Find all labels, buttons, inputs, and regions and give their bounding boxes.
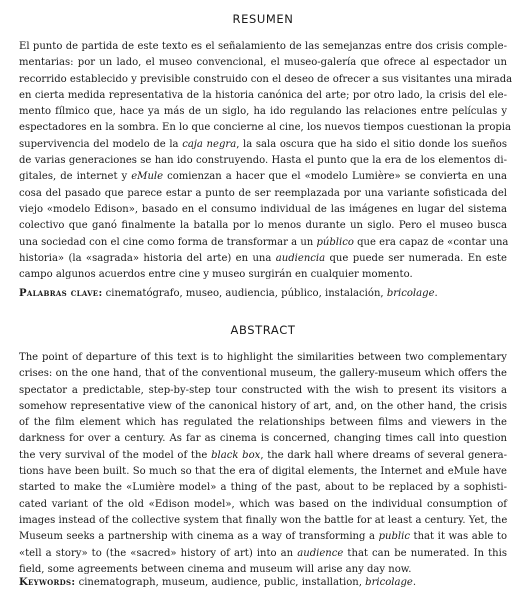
resumen-line: en cierta medida representativa de la historia canónica del arte; por otro lado, la crisis del ele- <box>19 89 507 101</box>
keywords-text: cinematograph, museum, audience, public, installation, <box>75 577 366 588</box>
resumen-line: supervivencia del modelo de la caja negra, la sala oscura que ha sido el sitio donde los sueños <box>19 138 507 150</box>
resumen-line: recorrido establecido y previsible construido con el deseo de ofrecer a sus visitantes una mirada <box>19 73 513 85</box>
abstract-line: of the film element which has regulated the relationships between films and viewers in the <box>19 417 507 429</box>
abstract-line: images instead of the collective system that finally won the battle for at least a century. Yet, the <box>19 514 508 526</box>
abstract-line: somehow representative view of the canonical history of art, and, on the other hand, the crisis <box>19 400 507 412</box>
resumen-line: espectadores en la sombra. En lo que concierne al cine, los nuevos tiempos cuestionan la propia <box>19 122 512 134</box>
abstract-line: cated variant of the old «Edison model», which was based on the individual consumption of <box>19 498 507 510</box>
palabras-clave-label: Palabras clave: <box>19 288 103 299</box>
abstract-line: started to make the «Lumière model» a thing of the past, about to be replaced by a sophisti- <box>19 482 507 494</box>
resumen-paragraph <box>19 39 513 283</box>
palabras-clave-text: cinematógrafo, museo, audiencia, público, instalación, <box>102 288 387 299</box>
palabras-clave-italic: bricolage <box>386 288 435 299</box>
abstract-line: The point of departure of this text is to highlight the similarities between two complementary <box>19 352 507 363</box>
abstract-line: field, some agreements between cinema and museum will arise any day now. <box>19 563 412 575</box>
abstract-line: crises: on the one hand, that of the conventional museum, the gallery-museum which offers the <box>19 368 507 380</box>
abstract-heading: ABSTRACT <box>230 323 296 337</box>
abstract-line: tions have been built. So much so that the era of digital elements, the Internet and eMule have <box>19 466 507 478</box>
abstract-paragraph <box>19 350 507 578</box>
abstract-line: the very survival of the model of the black box, the dark hall where dreams of several genera- <box>19 449 507 461</box>
abstract-line: darkness for over a century. As far as cinema is concerned, changing times call into question <box>19 433 507 445</box>
resumen-line: mentarias: por un lado, el museo convencional, el museo-galería que ofrece al espectador un <box>19 57 507 69</box>
abstract-line: «tell a story» to (the «sacred» history of art) into an audience that can be numerated. In this <box>19 547 507 559</box>
resumen-line: colectivo que ganó finalmente la batalla por lo menos durante un siglo. Pero el museo busca <box>19 220 507 232</box>
resumen-line: mento fílmico que, hace ya más de un siglo, ha ido regulando las relaciones entre películas y <box>19 106 507 118</box>
keywords-italic: bricolage <box>365 577 413 588</box>
keywords-line <box>19 576 507 590</box>
abstract-line: spectator a predictable, step-by-step tour constructed with the wish to present its visitors a <box>19 384 507 396</box>
resumen-line: gitales, de internet y eMule comienzan a hacer que el «modelo Lumière» se convierta en una <box>19 171 507 183</box>
abstract-line: Museum seeks a partnership with cinema as a way of transforming a public that it was able to <box>19 531 508 543</box>
resumen-line: historia» (la «sagrada» historia del arte) en una audiencia que puede ser numerada. En este <box>19 252 507 264</box>
keywords-end: . <box>412 577 417 588</box>
resumen-line: una sociedad con el cine como forma de transformar a un público que era capaz de «contar una <box>19 236 509 248</box>
resumen-line: campo algunos acuerdos entre cine y museo surgirán en cualquier momento. <box>19 269 413 281</box>
keywords-label: Keywords: <box>19 577 76 588</box>
resumen-heading: RESUMEN <box>232 12 294 26</box>
palabras-clave-end: . <box>434 288 438 299</box>
resumen-line: El punto de partida de este texto es el señalamiento de las semejanzas entre dos crisis comple- <box>19 41 507 52</box>
resumen-line: viejo «modelo Edison», basado en el consumo individual de las imágenes en lugar del sistema <box>19 203 507 215</box>
resumen-line: cosa del pasado que parece estar a punto de ser reemplazada por una variante sofisticada del <box>19 187 507 199</box>
resumen-line: de varias generaciones se han ido construyendo. Hasta el punto que la era de los elementos di- <box>19 155 507 167</box>
palabras-clave-line <box>19 287 507 301</box>
